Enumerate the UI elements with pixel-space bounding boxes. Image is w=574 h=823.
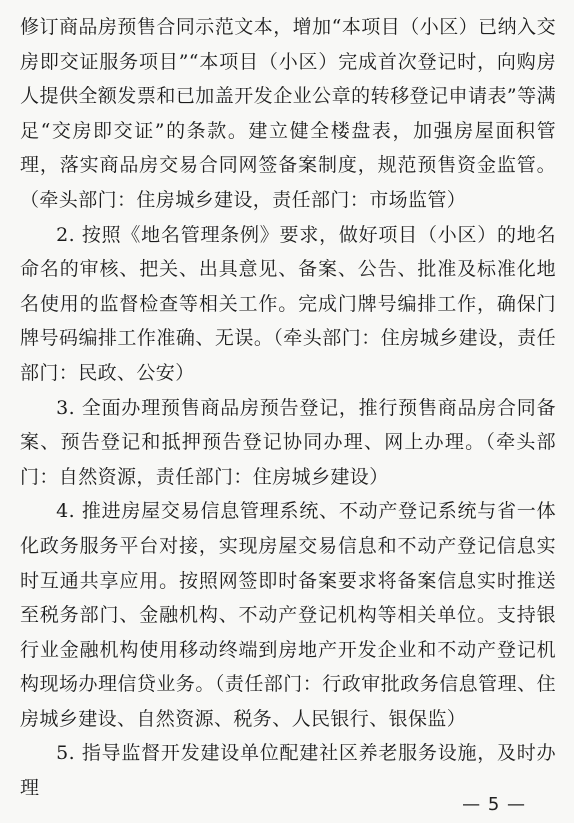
document-body — [20, 10, 556, 806]
paragraph-item-4: 4. 推进房屋交易信息管理系统、不动产登记系统与省一体化政务服务平台对接，实现房屋交易信息和不动产登记信息实时互通共享应用。按照网签即时备案要求将备案信息实时推送至税务部门、金融机构、不动产登记机构等相关单位。支持银行业金融机构使用移动终端到房地产开发企业和不动产登记机构现场办理信贷业务。（责任部门：行政审批政务信息管理、住房城乡建设、自然资源、税务、人民银行、银保监） — [20, 500, 556, 730]
paragraph-item-2: 2. 按照《地名管理条例》要求，做好项目（小区）的地名命名的审核、把关、出具意见、备案、公告、批准及标准化地名使用的监督检查等相关工作。完成门牌号编排工作，确保门牌号码编排工作准确、无误。（牵头部门：住房城乡建设，责任部门：民政、公安） — [20, 223, 556, 384]
paragraph-continuation: 修订商品房预售合同示范文本，增加“本项目（小区）已纳入交房即交证服务项目”“本项目（小区）完成首次登记时，向购房人提供全额发票和已加盖开发企业公章的转移登记申请表”等满足“交房即交证”的条款。建立健全楼盘表，加强房屋面积管理，落实商品房交易合同网签备案制度，规范预售资金监管。（牵头部门：住房城乡建设，责任部门：市场监管） — [20, 16, 556, 211]
paragraph-item-5: 5. 指导监督开发建设单位配建社区养老服务设施，及时办理 — [20, 742, 556, 800]
paragraph-item-3: 3. 全面办理预售商品房预告登记，推行预售商品房合同备案、预告登记和抵押预告登记协同办理、网上办理。（牵头部门：自然资源，责任部门：住房城乡建设） — [20, 396, 556, 488]
page-number: — 5 — — [462, 794, 526, 815]
